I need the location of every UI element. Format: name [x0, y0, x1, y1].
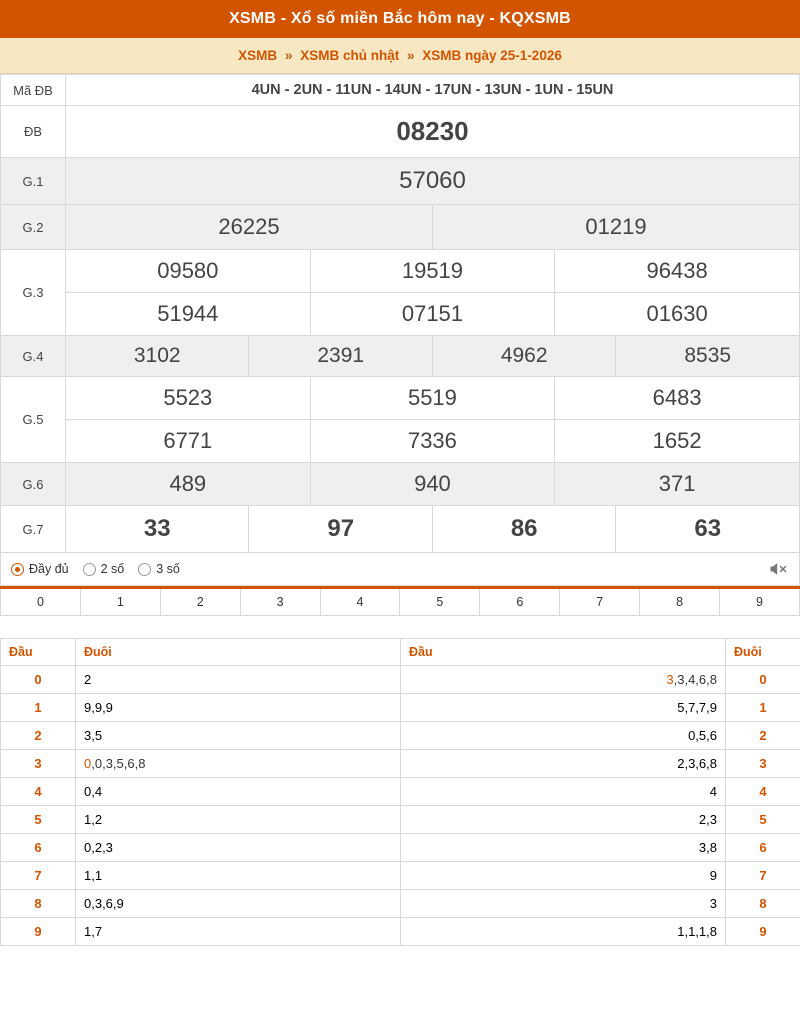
- breadcrumb-item-0[interactable]: XSMB: [238, 48, 278, 63]
- header-right-duoi: Đuôi: [726, 639, 800, 666]
- dau-right-9: 1,1,1,8: [401, 918, 726, 946]
- g3-number-1: 19519: [310, 250, 555, 293]
- row-label-g3: G.3: [1, 250, 66, 336]
- row-label-madb: Mã ĐB: [1, 75, 66, 106]
- g7-number-2: 86: [432, 506, 615, 553]
- table-row: [1, 918, 800, 946]
- digit-cell-8[interactable]: 8: [640, 588, 720, 616]
- row-label-g1: G.1: [1, 158, 66, 205]
- radio-3so-icon[interactable]: [138, 563, 151, 576]
- table-row: [1, 722, 800, 750]
- digit-cell-9[interactable]: 9: [720, 588, 800, 616]
- table-row: [1, 694, 800, 722]
- dau-right-1: 5,7,7,9: [401, 694, 726, 722]
- option-full[interactable]: [11, 562, 69, 576]
- g4-number-2: 4962: [432, 336, 615, 377]
- g5-number-3: 6771: [66, 420, 311, 463]
- duoi-left-7: 1,1: [76, 862, 401, 890]
- row-label-g4: G.4: [1, 336, 66, 377]
- header-left-dau: Đầu: [1, 639, 76, 666]
- lottery-results-table: [0, 74, 800, 553]
- table-row-g5-a: [1, 377, 800, 420]
- dau-right-8: 3: [401, 890, 726, 918]
- dau-left-2: 2: [1, 722, 76, 750]
- dau-duoi-header-row: [1, 639, 800, 666]
- g6-number-2: 371: [555, 463, 800, 506]
- breadcrumb-item-2[interactable]: XSMB ngày 25-1-2026: [422, 48, 562, 63]
- g5-number-2: 6483: [555, 377, 800, 420]
- duoi-left-6: 0,2,3: [76, 834, 401, 862]
- g3-number-4: 07151: [310, 293, 555, 336]
- duoi-right-6: 6: [726, 834, 800, 862]
- table-row-g1: [1, 158, 800, 205]
- radio-2so-icon[interactable]: [83, 563, 96, 576]
- g4-number-1: 2391: [249, 336, 432, 377]
- dau-left-3: 3: [1, 750, 76, 778]
- dau-left-5: 5: [1, 806, 76, 834]
- g5-number-0: 5523: [66, 377, 311, 420]
- table-row: [1, 862, 800, 890]
- g7-number-3: 63: [616, 506, 800, 553]
- digit-cell-2[interactable]: 2: [160, 588, 240, 616]
- header-right-dau: Đầu: [401, 639, 726, 666]
- digit-cell-7[interactable]: 7: [560, 588, 640, 616]
- breadcrumb: [0, 38, 800, 74]
- madb-value: 4UN - 2UN - 11UN - 14UN - 17UN - 13UN - 1UN - 15UN: [66, 75, 800, 106]
- duoi-left-rest-3: ,0,3,5,6,8: [91, 756, 146, 771]
- digit-row: [1, 588, 800, 616]
- g3-number-0: 09580: [66, 250, 311, 293]
- row-label-db: ĐB: [1, 106, 66, 158]
- table-row-db: [1, 106, 800, 158]
- table-row: [1, 750, 800, 778]
- row-label-g6: G.6: [1, 463, 66, 506]
- duoi-left-4: 0,4: [76, 778, 401, 806]
- row-label-g2: G.2: [1, 205, 66, 250]
- option-2so-label: 2 số: [100, 562, 125, 576]
- table-row-g6: [1, 463, 800, 506]
- table-row-g2: [1, 205, 800, 250]
- display-options-row: [0, 553, 800, 586]
- table-row-g4: [1, 336, 800, 377]
- row-label-g7: G.7: [1, 506, 66, 553]
- g6-number-1: 940: [310, 463, 555, 506]
- duoi-left-2: 3,5: [76, 722, 401, 750]
- dau-right-3: 2,3,6,8: [401, 750, 726, 778]
- breadcrumb-item-1[interactable]: XSMB chủ nhật: [300, 48, 400, 63]
- db-prize-number: 08230: [66, 106, 800, 158]
- duoi-left-0: 2: [76, 666, 401, 694]
- duoi-right-9: 9: [726, 918, 800, 946]
- table-row-g7: [1, 506, 800, 553]
- dau-left-0: 0: [1, 666, 76, 694]
- duoi-left-highlight-3: 0: [84, 756, 92, 771]
- g5-number-4: 7336: [310, 420, 555, 463]
- digit-cell-6[interactable]: 6: [480, 588, 560, 616]
- g3-number-2: 96438: [555, 250, 800, 293]
- table-row: [1, 666, 800, 694]
- dau-left-9: 9: [1, 918, 76, 946]
- g5-number-1: 5519: [310, 377, 555, 420]
- g7-number-0: 33: [66, 506, 249, 553]
- header-left-duoi: Đuôi: [76, 639, 401, 666]
- digit-index-bar: [0, 586, 800, 616]
- digit-cell-0[interactable]: 0: [1, 588, 81, 616]
- digit-cell-1[interactable]: 1: [80, 588, 160, 616]
- g2-number-1: 01219: [432, 205, 799, 250]
- option-3so-label: 3 số: [156, 562, 180, 576]
- duoi-right-3: 3: [726, 750, 800, 778]
- table-row-g3-b: [1, 293, 800, 336]
- g6-number-0: 489: [66, 463, 311, 506]
- option-2so[interactable]: [83, 562, 125, 576]
- dau-right-0: [401, 666, 726, 694]
- section-gap: [0, 616, 800, 638]
- duoi-right-0: 0: [726, 666, 800, 694]
- dau-duoi-table: [0, 638, 800, 946]
- duoi-left-1: 9,9,9: [76, 694, 401, 722]
- table-row: [1, 890, 800, 918]
- digit-cell-3[interactable]: 3: [240, 588, 320, 616]
- digit-cell-4[interactable]: 4: [320, 588, 400, 616]
- table-row: [1, 834, 800, 862]
- dau-right-rest-0: ,3,4,6,8: [673, 672, 717, 687]
- dau-left-7: 7: [1, 862, 76, 890]
- duoi-right-7: 7: [726, 862, 800, 890]
- dau-left-8: 8: [1, 890, 76, 918]
- dau-left-4: 4: [1, 778, 76, 806]
- g4-number-0: 3102: [66, 336, 249, 377]
- duoi-left-8: 0,3,6,9: [76, 890, 401, 918]
- table-row: [1, 778, 800, 806]
- option-full-label: Đầy đủ: [29, 562, 69, 576]
- g2-number-0: 26225: [66, 205, 433, 250]
- dau-right-7: 9: [401, 862, 726, 890]
- breadcrumb-separator-1: »: [407, 48, 415, 63]
- row-label-g5: G.5: [1, 377, 66, 463]
- dau-right-4: 4: [401, 778, 726, 806]
- g1-number-0: 57060: [66, 158, 800, 205]
- table-row-g3-a: [1, 250, 800, 293]
- table-row-madb: [1, 75, 800, 106]
- g3-number-5: 01630: [555, 293, 800, 336]
- g4-number-3: 8535: [616, 336, 800, 377]
- page-title: XSMB - Xổ số miền Bắc hôm nay - KQXSMB: [0, 0, 800, 38]
- duoi-left-5: 1,2: [76, 806, 401, 834]
- mute-icon[interactable]: [767, 559, 789, 579]
- duoi-right-1: 1: [726, 694, 800, 722]
- dau-right-6: 3,8: [401, 834, 726, 862]
- g3-number-3: 51944: [66, 293, 311, 336]
- breadcrumb-separator-0: »: [284, 48, 293, 63]
- dau-left-6: 6: [1, 834, 76, 862]
- dau-right-highlight-0: 3: [666, 672, 674, 687]
- g5-number-5: 1652: [555, 420, 800, 463]
- duoi-left-3: [76, 750, 401, 778]
- duoi-left-9: 1,7: [76, 918, 401, 946]
- digit-cell-5[interactable]: 5: [400, 588, 480, 616]
- table-row-g5-b: [1, 420, 800, 463]
- duoi-right-5: 5: [726, 806, 800, 834]
- dau-left-1: 1: [1, 694, 76, 722]
- table-row: [1, 806, 800, 834]
- duoi-right-4: 4: [726, 778, 800, 806]
- g7-number-1: 97: [249, 506, 432, 553]
- duoi-right-2: 2: [726, 722, 800, 750]
- duoi-right-8: 8: [726, 890, 800, 918]
- option-3so[interactable]: [138, 562, 180, 576]
- radio-full-icon[interactable]: [11, 563, 24, 576]
- dau-right-2: 0,5,6: [401, 722, 726, 750]
- dau-right-5: 2,3: [401, 806, 726, 834]
